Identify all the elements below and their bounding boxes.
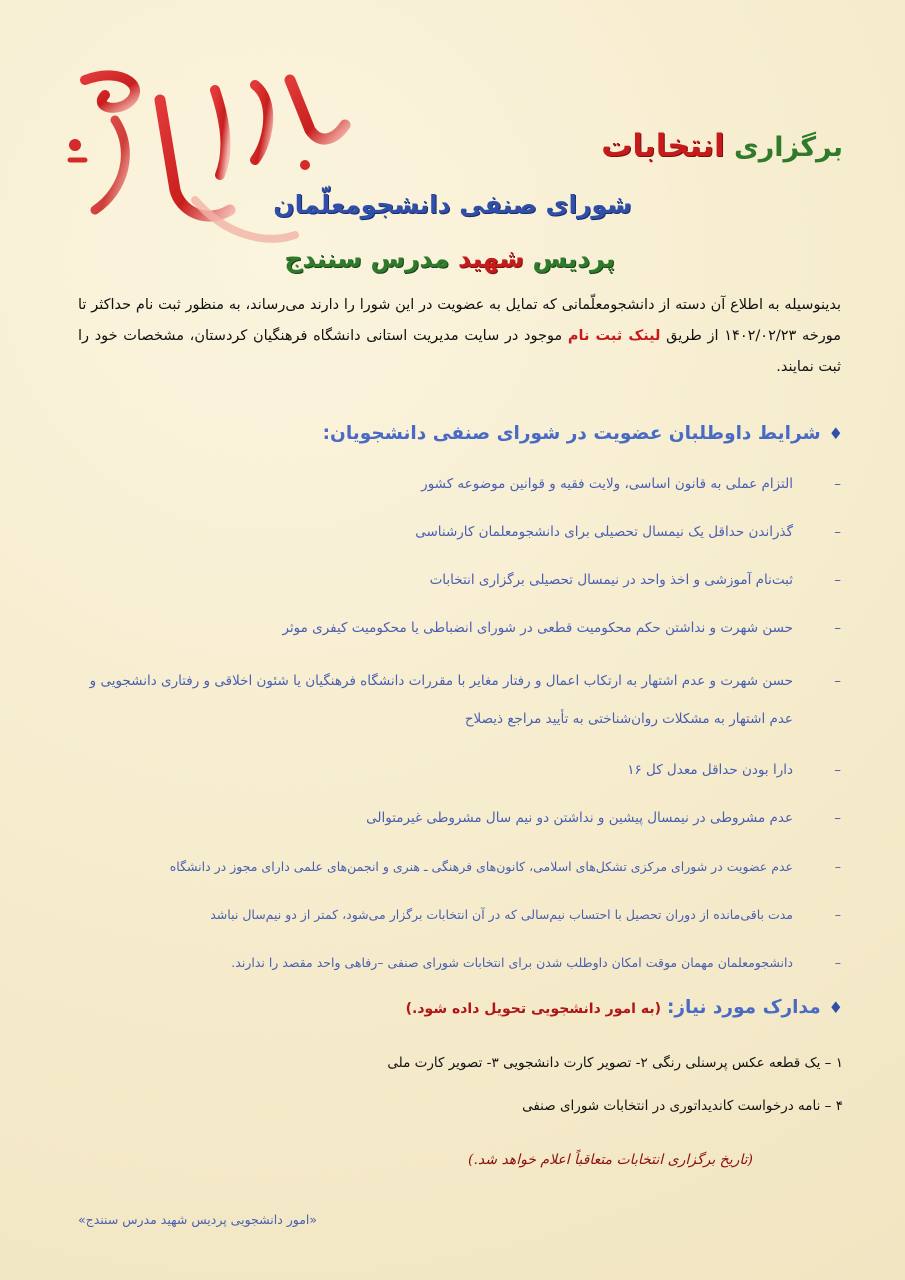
- title-main: انتخابات: [601, 128, 725, 164]
- intro-part1: بدینوسیله به اطلاع آن دسته از دانشجومعلّمانی که تمایل به عضویت در این شورا را دارند می‌رساند، به منظور ثبت نام حداکثر تا مورخه ۱۴۰۲/۰۲/۲۳ از طریق: [78, 297, 842, 344]
- documents-line-2: ۴ – نامه درخواست کاندیداتوری در انتخابات شورای صنفی: [522, 1098, 843, 1114]
- list-item: – عدم مشروطی در نیمسال پیشین و نداشتن دو نیم سال مشروطی غیرمتوالی: [70, 804, 841, 833]
- dash-icon: –: [834, 810, 841, 826]
- subtitle-council: شورای صنفی دانشجومعلّمان: [273, 190, 632, 219]
- documents-note: (به امور دانشجویی تحویل داده شود.): [405, 1001, 661, 1017]
- page-title: [601, 128, 843, 164]
- dash-icon: –: [834, 476, 841, 492]
- list-item: – عدم عضویت در شورای مرکزی تشکل‌های اسلامی، کانون‌های فرهنگی ـ هنری و انجمن‌های علمی دارای مجوز در دانشگاه: [70, 852, 841, 881]
- list-item: – دارا بودن حداقل معدل کل ۱۶: [70, 756, 841, 785]
- footer-signature: «امور دانشجویی پردیس شهید مدرس سنندج»: [78, 1212, 318, 1227]
- dash-icon: –: [834, 673, 841, 689]
- dash-icon: –: [834, 572, 841, 588]
- subtitle-campus-part1: پردیس: [523, 244, 615, 273]
- documents-line-1: ۱ – یک قطعه عکس پرسنلی رنگی ۲- تصویر کارت دانشجویی ۳- تصویر کارت ملی: [387, 1055, 843, 1071]
- subtitle-campus: [284, 244, 615, 273]
- elaieh-calligraphy-logo: [55, 60, 375, 260]
- conditions-heading: [323, 423, 843, 444]
- list-item: – دانشجومعلمان مهمان موقت امکان داوطلب شدن برای انتخابات شورای صنفی –رفاهی واحد مقصد را ندارند.: [70, 948, 841, 977]
- documents-heading: [406, 997, 843, 1018]
- dash-icon: –: [834, 762, 841, 778]
- list-item: – مدت باقی‌مانده از دوران تحصیل با احتساب نیم‌سالی که در آن انتخابات برگزار می‌شود، کمتر از دو نیم‌سال نباشد: [70, 900, 841, 929]
- list-item: – حسن شهرت و نداشتن حکم محکومیت قطعی در شورای انضباطی یا محکومیت کیفری موثر: [70, 614, 841, 643]
- subtitle-campus-part3: مدرس سنندج: [284, 244, 459, 273]
- documents-heading-text: مدارک مورد نیاز:: [667, 997, 821, 1018]
- list-item: – گذراندن حداقل یک نیمسال تحصیلی برای دانشجومعلمان کارشناسی: [70, 518, 841, 547]
- intro-paragraph: [78, 290, 841, 383]
- title-prefix: برگزاری: [724, 132, 843, 163]
- election-date-note: (تاریخ برگزاری انتخابات متعاقباً اعلام خواهد شد.): [468, 1152, 753, 1168]
- list-item: – ثبت‌نام آموزشی و اخذ واحد در نیمسال تحصیلی برگزاری انتخابات: [70, 566, 841, 595]
- intro-part2: موجود در سایت مدیریت استانی دانشگاه فرهنگیان کردستان، مشخصات خود را ثبت نمایند.: [78, 328, 841, 375]
- conditions-list: [70, 470, 841, 977]
- dash-icon: –: [834, 907, 841, 922]
- diamond-bullet-icon: ♦: [828, 998, 843, 1017]
- dash-icon: –: [834, 620, 841, 636]
- subtitle-campus-part2: شهید: [458, 244, 524, 273]
- conditions-heading-text: شرایط داوطلبان عضویت در شورای صنفی دانشجویان:: [322, 423, 821, 444]
- diamond-bullet-icon: ♦: [828, 424, 843, 443]
- dash-icon: –: [834, 955, 841, 970]
- dash-icon: –: [834, 859, 841, 874]
- list-item: – التزام عملی به قانون اساسی، ولایت فقیه و قوانین موضوعه کشور: [70, 470, 841, 499]
- registration-link[interactable]: لینک ثبت نام: [567, 328, 661, 344]
- list-item: – حسن شهرت و عدم اشتهار به ارتکاب اعمال و رفتار مغایر با مقررات دانشگاه فرهنگیان یا شئون اخلاقی و رفتاری دانشجویی و عدم اشتهار به مشکلات روان‌شناختی به تأیید مراجع ذیصلاح: [70, 662, 841, 738]
- dash-icon: –: [834, 524, 841, 540]
